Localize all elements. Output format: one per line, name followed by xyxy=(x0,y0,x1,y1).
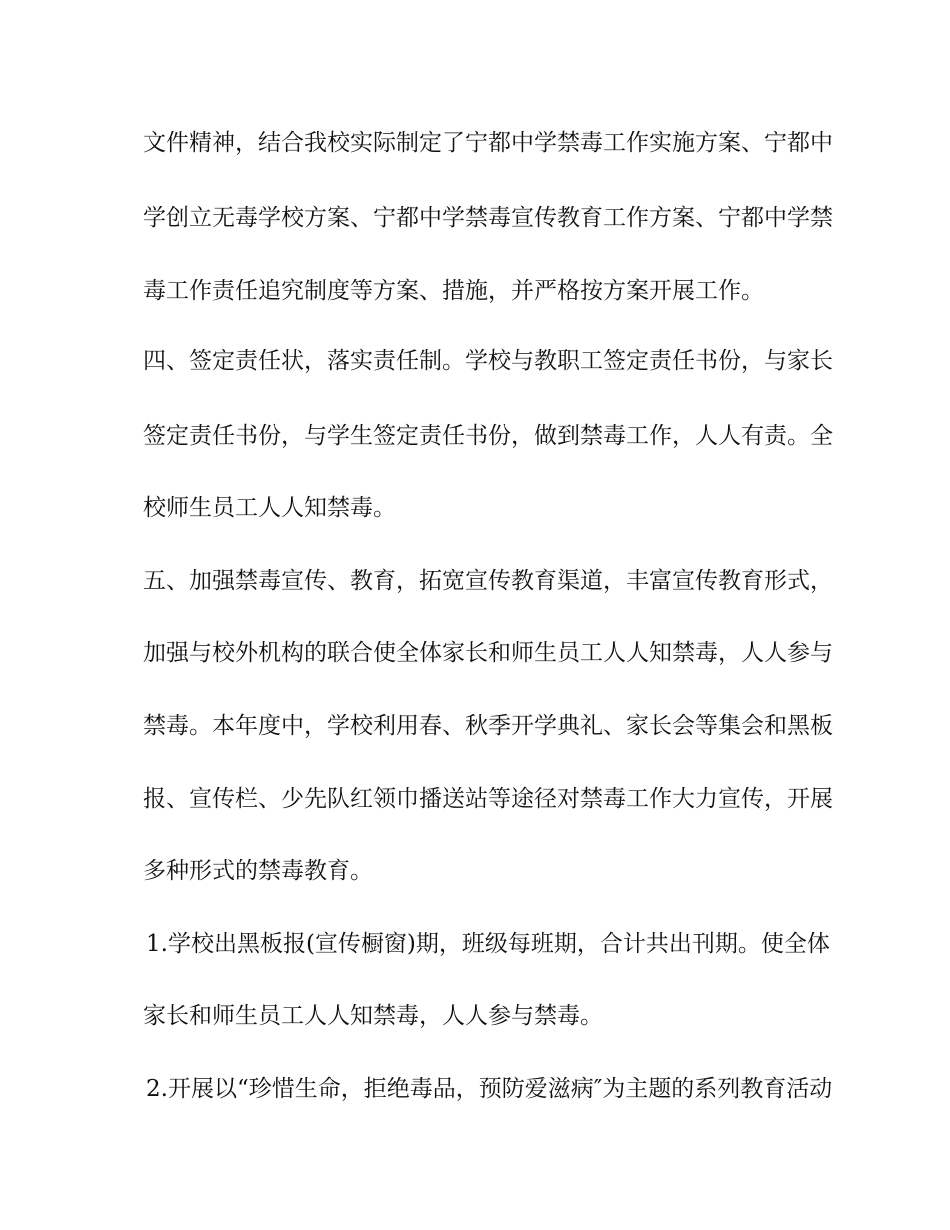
list-item-line: 1.学校出黑板报(宣传橱窗)期，班级每班期，合计共出刊期。使全体 xyxy=(146,931,830,957)
list-item-line: 家长和师生员工人人知禁毒，人人参与禁毒。 xyxy=(143,1003,603,1029)
paragraph-line: 加强与校外机构的联合使全体家长和师生员工人人知禁毒，人人参与 xyxy=(143,640,833,666)
paragraph-line: 签定责任书份，与学生签定责任书份，做到禁毒工作，人人有责。全 xyxy=(143,423,833,449)
paragraph-line: 报、宣传栏、少先队红领巾播送站等途径对禁毒工作大力宣传，开展 xyxy=(143,786,833,812)
paragraph-line: 文件精神，结合我校实际制定了宁都中学禁毒工作实施方案、宁都中 xyxy=(143,130,833,156)
paragraph-line: 多种形式的禁毒教育。 xyxy=(143,858,373,884)
paragraph-line: 毒工作责任追究制度等方案、措施，并严格按方案开展工作。 xyxy=(143,278,764,304)
paragraph-line: 五、加强禁毒宣传、教育，拓宽宣传教育渠道，丰富宣传教育形式， xyxy=(143,568,833,594)
paragraph-line: 校师生员工人人知禁毒。 xyxy=(143,495,396,521)
paragraph-line: 禁毒。本年度中，学校利用春、秋季开学典礼、家长会等集会和黑板 xyxy=(143,713,833,739)
paragraph-line: 学创立无毒学校方案、宁都中学禁毒宣传教育工作方案、宁都中学禁 xyxy=(143,205,833,231)
list-item-line: 2.开展以“珍惜生命，拒绝毒品，预防爱滋病″为主题的系列教育活动 xyxy=(146,1076,833,1102)
paragraph-line: 四、签定责任状，落实责任制。学校与教职工签定责任书份，与家长 xyxy=(143,348,833,374)
